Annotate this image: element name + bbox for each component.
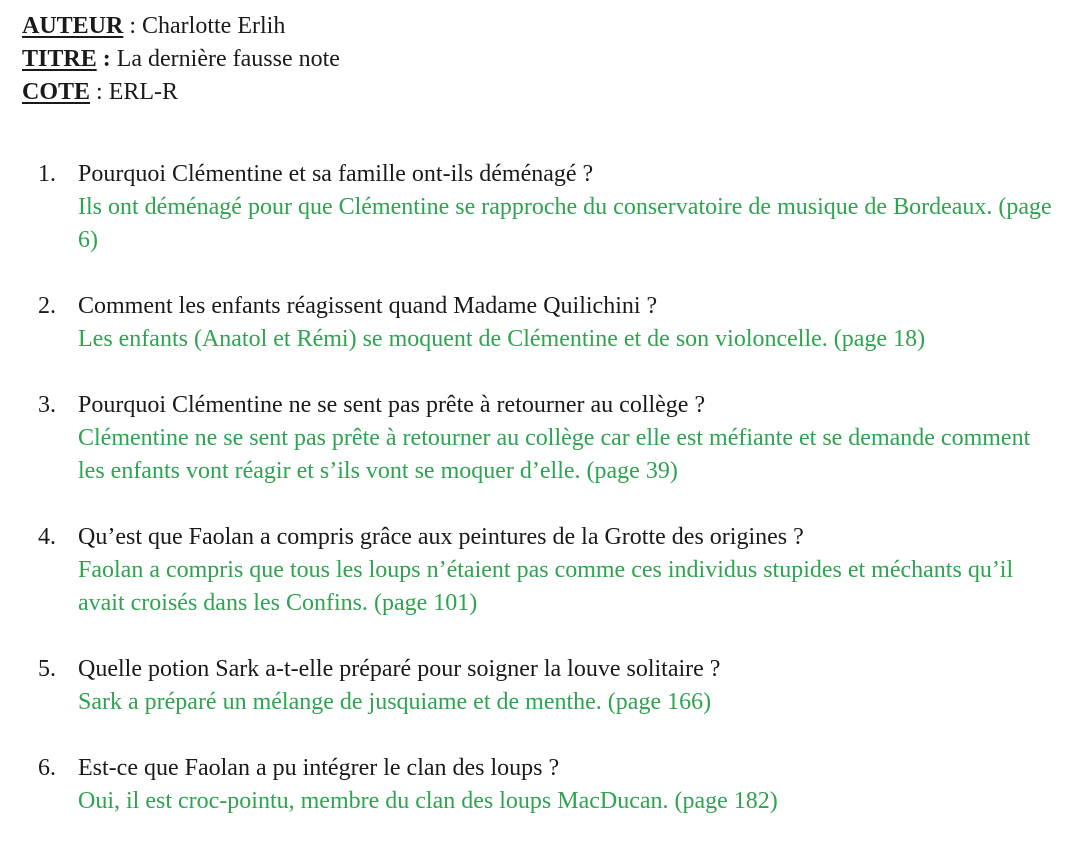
- cote-line: [22, 76, 340, 109]
- title-label: TITRE: [22, 46, 97, 72]
- title-separator: :: [96, 46, 117, 72]
- item-number: 1.: [38, 161, 56, 187]
- answer-text: Oui, il est croc-pointu, membre du clan des loups MacDucan. (page 182): [78, 788, 778, 814]
- question-text: Est-ce que Faolan a pu intégrer le clan des loups ?: [78, 755, 560, 781]
- question-text: Qu’est que Faolan a compris grâce aux peintures de la Grotte des origines ?: [78, 524, 804, 550]
- question-text: Pourquoi Clémentine et sa famille ont-ils déménagé ?: [78, 161, 594, 187]
- list-item: [0, 290, 1058, 356]
- list-item: [0, 521, 1058, 620]
- list-item: [0, 389, 1058, 488]
- item-number: 6.: [38, 755, 56, 781]
- question-list: [0, 158, 1058, 851]
- list-item: [0, 752, 1058, 818]
- cote-value: ERL-R: [108, 79, 179, 105]
- answer-text: Sark a préparé un mélange de jusquiame et de menthe. (page 166): [78, 689, 712, 715]
- author-label: AUTEUR: [22, 13, 124, 39]
- title-line: [22, 43, 340, 76]
- item-number: 3.: [38, 392, 56, 418]
- cote-separator: :: [90, 79, 109, 105]
- question-text: Comment les enfants réagissent quand Madame Quilichini ?: [78, 293, 658, 319]
- answer-text: Faolan a compris que tous les loups n’étaient pas comme ces individus stupides et méchants qu’il avait croisés dans les Confins. (page 101): [78, 557, 1014, 616]
- book-metadata: [22, 10, 340, 109]
- answer-text: Les enfants (Anatol et Rémi) se moquent de Clémentine et de son violoncelle. (page 18): [78, 326, 926, 352]
- list-item: [0, 158, 1058, 257]
- item-number: 2.: [38, 293, 56, 319]
- item-number: 5.: [38, 656, 56, 682]
- cote-label: COTE: [22, 79, 91, 105]
- question-text: Quelle potion Sark a-t-elle préparé pour soigner la louve solitaire ?: [78, 656, 721, 682]
- author-line: [22, 10, 340, 43]
- author-value: Charlotte Erlih: [142, 13, 286, 39]
- item-number: 4.: [38, 524, 56, 550]
- title-value: La dernière fausse note: [116, 46, 340, 72]
- answer-text: Ils ont déménagé pour que Clémentine se rapproche du conservatoire de musique de Bordeaux. (page 6): [78, 194, 1052, 253]
- answer-text: Clémentine ne se sent pas prête à retourner au collège car elle est méfiante et se demande comment les enfants vont réagir et s’ils vont se moquer d’elle. (page 39): [78, 425, 1031, 484]
- author-separator: :: [123, 13, 143, 39]
- question-text: Pourquoi Clémentine ne se sent pas prête à retourner au collège ?: [78, 392, 706, 418]
- list-item: [0, 653, 1058, 719]
